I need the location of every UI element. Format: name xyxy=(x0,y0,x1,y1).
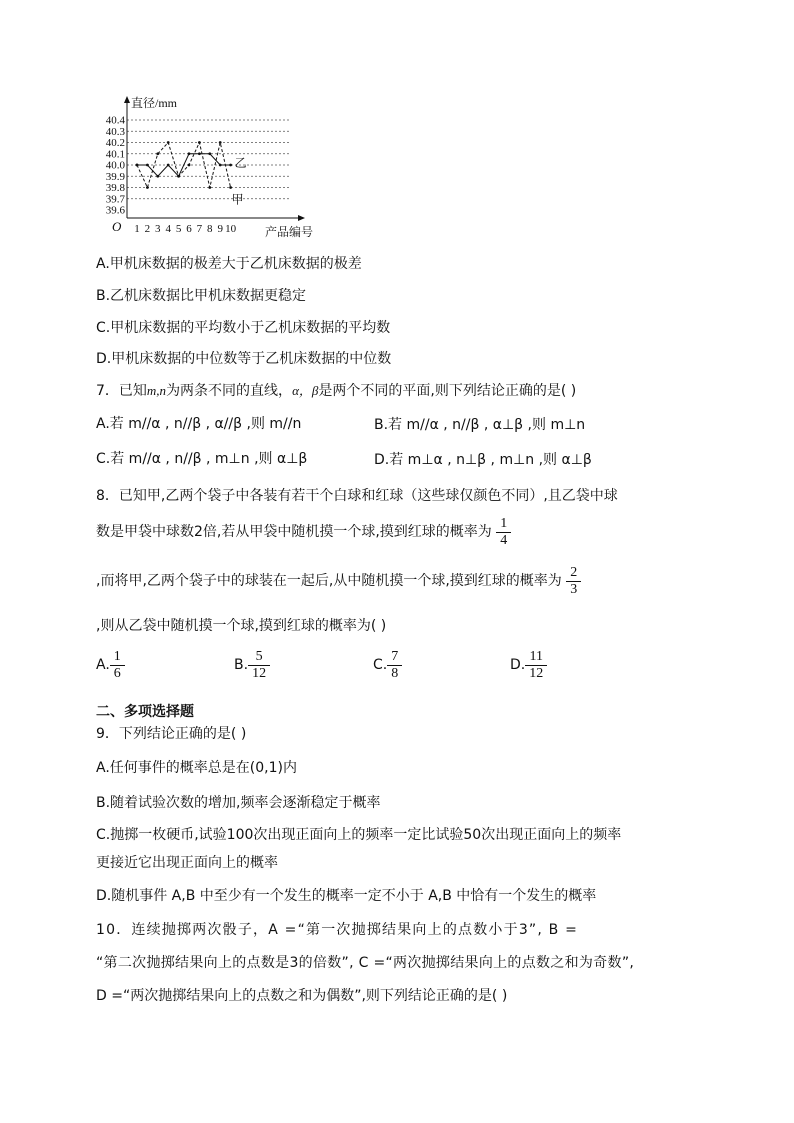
frac-den: 8 xyxy=(391,665,399,681)
q7-stem xyxy=(96,381,576,401)
y-tick-label: 40.0 xyxy=(105,159,125,172)
data-point xyxy=(219,141,222,144)
q10-line-1: 10．连续抛掷两次骰子，A =“第一次抛掷结果向上的点数小于3”, B = xyxy=(96,922,579,938)
frac-num: 1 xyxy=(500,515,508,531)
x-tick-label: 8 xyxy=(207,223,213,235)
y-tick-label: 39.9 xyxy=(105,170,125,183)
y-axis-label: 直径/mm xyxy=(131,96,178,110)
frac-num: 1 xyxy=(113,648,121,664)
y-tick-label: 40.4 xyxy=(105,114,125,127)
q8-line-3 xyxy=(96,561,581,601)
q8-line-2-text: 数是甲袋中球数2倍,若从甲袋中随机摸一个球,摸到红球的概率为 xyxy=(96,524,492,540)
x-axis-arrow xyxy=(298,215,305,221)
q9-stem: 9．下列结论正确的是( ) xyxy=(96,726,247,742)
q7-stem-a: 7．已知 xyxy=(96,383,147,399)
q7-option-b: B.若 m//α , n//β , α⊥β ,则 m⊥n xyxy=(374,417,586,433)
option-label: D. xyxy=(510,657,526,673)
x-tick-label: 10 xyxy=(225,223,237,235)
y-tick-label: 39.8 xyxy=(105,182,125,194)
x-tick-label: 6 xyxy=(186,223,192,235)
q7-option-c: C.若 m//α , n//β , m⊥n ,则 α⊥β xyxy=(96,451,308,467)
q8-line-4: ,则从乙袋中随机摸一个球,摸到红球的概率为( ) xyxy=(96,618,387,634)
q6-option-d: D.甲机床数据的中位数等于乙机床数据的中位数 xyxy=(96,351,392,367)
y-tick-label: 40.3 xyxy=(105,125,125,138)
data-point xyxy=(136,164,139,167)
data-point xyxy=(188,152,191,155)
data-point xyxy=(146,164,149,167)
q8-line-3-text: ,而将甲,乙两个袋子中的球装在一起后,从中随机摸一个球,摸到红球的概率为 xyxy=(96,573,562,589)
frac-den: 12 xyxy=(252,665,267,681)
q7-alpha-beta: α，β xyxy=(292,383,319,398)
frac-num: 7 xyxy=(391,648,399,664)
data-point xyxy=(156,175,159,178)
q8-option-b xyxy=(234,645,270,685)
option-label: C. xyxy=(373,657,388,673)
data-point xyxy=(177,175,180,178)
q8-option-d xyxy=(510,645,547,685)
q9-option-c-line-1: C.抛掷一枚硬币,试验100次出现正面向上的频率一定比试验50次出现正面向上的频率 xyxy=(96,827,622,843)
origin-label: O xyxy=(112,219,122,234)
frac-num: 11 xyxy=(529,648,543,664)
y-axis-arrow xyxy=(124,96,130,103)
frac-den: 3 xyxy=(570,581,578,597)
option-fraction xyxy=(112,649,123,682)
q9-option-c-line-2: 更接近它出现正面向上的概率 xyxy=(96,855,278,871)
series-label-jia: 甲 xyxy=(231,192,244,207)
x-tick-label: 3 xyxy=(155,223,161,235)
data-point xyxy=(198,141,201,144)
data-point xyxy=(208,186,211,189)
q7-option-a: A.若 m//α , n//β , α//β ,则 m//n xyxy=(96,416,302,432)
q7-mn: m,n xyxy=(146,383,167,398)
series-label-yi: 乙 xyxy=(234,156,247,170)
x-tick-label: 9 xyxy=(217,223,223,235)
x-tick-label: 4 xyxy=(165,223,171,235)
data-point xyxy=(167,164,170,167)
q10-line-2: “第二次抛掷结果向上的点数是3的倍数”, C =“两次抛掷结果向上的点数之和为奇数”, xyxy=(96,955,635,971)
data-point xyxy=(198,152,201,155)
option-label: A. xyxy=(96,657,110,673)
q9-option-a: A.任何事件的概率总是在(0,1)内 xyxy=(96,760,297,776)
data-point xyxy=(146,186,149,189)
option-label: B. xyxy=(234,657,249,673)
q8-option-a xyxy=(96,645,125,685)
section-heading-multiple-choice: 二、多项选择题 xyxy=(96,704,194,720)
q10-line-3: D =“两次抛掷结果向上的点数之和为偶数”,则下列结论正确的是( ) xyxy=(96,988,508,1004)
q8-option-c xyxy=(373,645,402,685)
frac-den: 12 xyxy=(529,665,544,681)
data-point xyxy=(219,164,222,167)
x-tick-label: 2 xyxy=(144,223,151,235)
x-axis-label: 产品编号 xyxy=(265,225,314,239)
q7-stem-c: 是两个不同的平面,则下列结论正确的是( ) xyxy=(318,383,577,399)
data-point xyxy=(229,186,232,189)
q8-red-prob-jia xyxy=(498,516,509,549)
q9-option-d: D.随机事件 A,B 中至少有一个发生的概率一定不小于 A,B 中恰有一个发生的概率 xyxy=(96,888,597,904)
option-fraction xyxy=(250,649,268,682)
frac-num: 5 xyxy=(255,648,263,664)
frac-den: 4 xyxy=(500,532,508,548)
y-tick-label: 40.2 xyxy=(105,137,125,149)
data-point xyxy=(167,141,170,144)
q9-option-b: B.随着试验次数的增加,频率会逐渐稳定于概率 xyxy=(96,795,381,811)
diameter-line-chart xyxy=(94,92,334,242)
frac-num: 2 xyxy=(570,564,578,580)
q6-option-a: A.甲机床数据的极差大于乙机床数据的极差 xyxy=(96,256,362,272)
x-tick-label: 7 xyxy=(196,223,203,235)
y-tick-label: 39.7 xyxy=(105,193,125,206)
option-fraction xyxy=(389,649,400,682)
q8-red-prob-combined xyxy=(568,565,579,598)
q8-line-2 xyxy=(96,512,511,552)
option-fraction xyxy=(527,649,545,682)
x-tick-label: 5 xyxy=(175,223,182,235)
data-point xyxy=(188,164,191,167)
q7-stem-b: 为两条不同的直线， xyxy=(166,383,293,399)
data-point xyxy=(208,152,211,155)
y-tick-label: 40.1 xyxy=(105,148,125,161)
q6-option-b: B.乙机床数据比甲机床数据更稳定 xyxy=(96,288,307,304)
q7-option-d: D.若 m⊥α , n⊥β , m⊥n ,则 α⊥β xyxy=(374,452,592,468)
q6-option-c: C.甲机床数据的平均数小于乙机床数据的平均数 xyxy=(96,320,391,336)
frac-den: 6 xyxy=(113,665,121,681)
data-point xyxy=(156,152,159,155)
y-tick-label: 39.6 xyxy=(105,204,125,217)
x-tick-label: 1 xyxy=(134,223,140,235)
q8-line-1: 8．已知甲,乙两个袋子中各装有若干个白球和红球（这些球仅颜色不同）,且乙袋中球 xyxy=(96,488,618,504)
data-point xyxy=(229,164,232,167)
